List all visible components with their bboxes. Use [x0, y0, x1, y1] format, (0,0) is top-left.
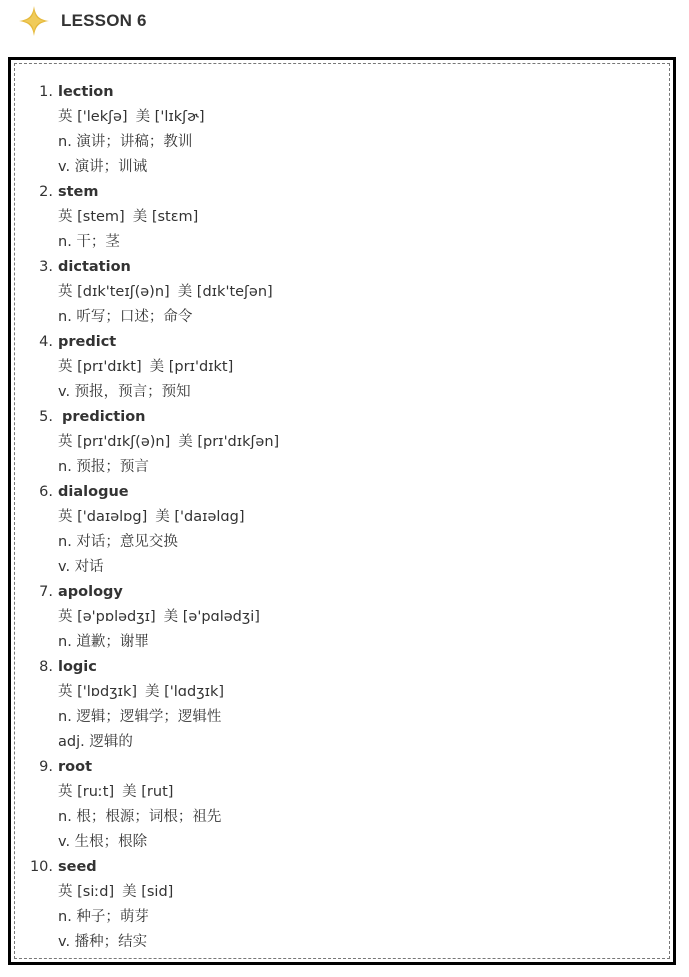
headword: stem — [58, 184, 99, 200]
entry-number: 7. — [39, 584, 53, 600]
pronunciation-uk: 英 [ə'pɒlədʒɪ] — [58, 609, 156, 625]
pronunciation — [58, 780, 173, 805]
pronunciation — [58, 605, 260, 630]
headword: apology — [58, 584, 123, 600]
definition: n. 演讲；讲稿；教训 — [58, 134, 193, 150]
word-headline — [15, 480, 669, 505]
pronunciation-line — [15, 680, 669, 705]
sense-line — [15, 805, 669, 830]
pronunciation — [58, 105, 205, 130]
headword: seed — [58, 859, 97, 875]
definition: n. 种子；萌芽 — [58, 909, 149, 925]
pronunciation-uk: 英 [siːd] — [58, 884, 115, 900]
entry-number: 4. — [39, 334, 53, 350]
definition: n. 听写；口述；命令 — [58, 309, 193, 325]
entry-number: 9. — [39, 759, 53, 775]
sense-line — [15, 905, 669, 930]
pronunciation — [58, 430, 279, 455]
pronunciation-line — [15, 205, 669, 230]
pronunciation-us: 美 ['lɪkʃɚ] — [135, 109, 205, 125]
definition: n. 对话；意见交换 — [58, 534, 178, 550]
entry-number: 8. — [39, 659, 53, 675]
entry-number: 6. — [39, 484, 53, 500]
pronunciation-line — [15, 105, 669, 130]
pronunciation — [58, 280, 273, 305]
word-headline — [15, 855, 669, 880]
pronunciation-uk: 英 [prɪ'dɪkʃ(ə)n] — [58, 434, 171, 450]
pronunciation — [58, 355, 233, 380]
word-entry — [15, 255, 669, 330]
sense-line — [15, 630, 669, 655]
page-header — [0, 0, 689, 50]
pronunciation — [58, 680, 224, 705]
pronunciation-line — [15, 430, 669, 455]
word-headline — [15, 580, 669, 605]
pronunciation-us: 美 [stɛm] — [132, 209, 199, 225]
sense-line — [15, 830, 669, 855]
pronunciation-uk: 英 ['lekʃə] — [58, 109, 128, 125]
pronunciation-us: 美 ['daɪəlɑg] — [155, 509, 245, 525]
definition: n. 根；根源；词根；祖先 — [58, 809, 222, 825]
word-entry — [15, 655, 669, 755]
definition: n. 道歉；谢罪 — [58, 634, 149, 650]
sense-line — [15, 530, 669, 555]
pronunciation-us: 美 [dɪk'teʃən] — [177, 284, 273, 300]
word-headline — [15, 180, 669, 205]
headword: root — [58, 759, 93, 775]
entry-number: 5. — [39, 409, 53, 425]
entry-number: 2. — [39, 184, 53, 200]
headword: dialogue — [58, 484, 129, 500]
definition: v. 演讲；训诫 — [58, 159, 148, 175]
word-entry — [15, 80, 669, 180]
sense-line — [15, 155, 669, 180]
sense-line — [15, 380, 669, 405]
word-entry — [15, 330, 669, 405]
entry-number: 3. — [39, 259, 53, 275]
word-headline — [15, 655, 669, 680]
word-list — [15, 80, 669, 955]
definition: n. 预报；预言 — [58, 459, 149, 475]
entry-number: 10. — [29, 859, 53, 875]
headword: dictation — [58, 259, 131, 275]
sense-line — [15, 130, 669, 155]
headword: logic — [58, 659, 97, 675]
pronunciation-us: 美 [rut] — [122, 784, 174, 800]
pronunciation-line — [15, 280, 669, 305]
pronunciation-line — [15, 605, 669, 630]
definition: v. 预报，预言；预知 — [58, 384, 191, 400]
pronunciation-us: 美 [sid] — [122, 884, 174, 900]
pronunciation-uk: 英 ['daɪəlɒg] — [58, 509, 148, 525]
pronunciation-uk: 英 ['lɒdʒɪk] — [58, 684, 138, 700]
word-entry — [15, 480, 669, 580]
sense-line — [15, 305, 669, 330]
star-logo-icon — [18, 5, 50, 37]
vocabulary-card — [8, 57, 676, 965]
definition: v. 播种；结实 — [58, 934, 148, 950]
word-entry — [15, 855, 669, 955]
sense-line — [15, 705, 669, 730]
word-entry — [15, 180, 669, 255]
pronunciation-line — [15, 880, 669, 905]
sense-line — [15, 730, 669, 755]
pronunciation — [58, 505, 245, 530]
pronunciation-uk: 英 [ruːt] — [58, 784, 115, 800]
sense-line — [15, 455, 669, 480]
pronunciation-line — [15, 505, 669, 530]
word-entry — [15, 405, 669, 480]
definition: n. 逻辑；逻辑学；逻辑性 — [58, 709, 222, 725]
pronunciation-us: 美 ['lɑdʒɪk] — [145, 684, 225, 700]
definition: n. 干；茎 — [58, 234, 120, 250]
definition: v. 对话 — [58, 559, 104, 575]
headword: predict — [58, 334, 117, 350]
word-headline — [15, 755, 669, 780]
word-headline — [15, 80, 669, 105]
word-headline — [15, 255, 669, 280]
pronunciation-us: 美 [prɪ'dɪkt] — [149, 359, 234, 375]
pronunciation-us: 美 [prɪ'dɪkʃən] — [178, 434, 280, 450]
definition: adj. 逻辑的 — [58, 734, 133, 750]
sense-line — [15, 930, 669, 955]
pronunciation-uk: 英 [prɪ'dɪkt] — [58, 359, 142, 375]
vocabulary-card-inner-border — [14, 63, 670, 959]
entry-number: 1. — [39, 84, 53, 100]
pronunciation-us: 美 [ə'pɑlədʒi] — [163, 609, 260, 625]
pronunciation — [58, 205, 198, 230]
word-entry — [15, 755, 669, 855]
pronunciation-line — [15, 780, 669, 805]
definition: v. 生根；根除 — [58, 834, 148, 850]
word-headline — [15, 330, 669, 355]
pronunciation-line — [15, 355, 669, 380]
lesson-title: LESSON 6 — [61, 11, 147, 30]
pronunciation — [58, 880, 173, 905]
headword: lection — [58, 84, 114, 100]
pronunciation-uk: 英 [stem] — [58, 209, 125, 225]
word-entry — [15, 580, 669, 655]
sense-line — [15, 555, 669, 580]
word-headline — [15, 405, 669, 430]
pronunciation-uk: 英 [dɪk'teɪʃ(ə)n] — [58, 284, 170, 300]
sense-line — [15, 230, 669, 255]
headword: prediction — [62, 409, 146, 425]
